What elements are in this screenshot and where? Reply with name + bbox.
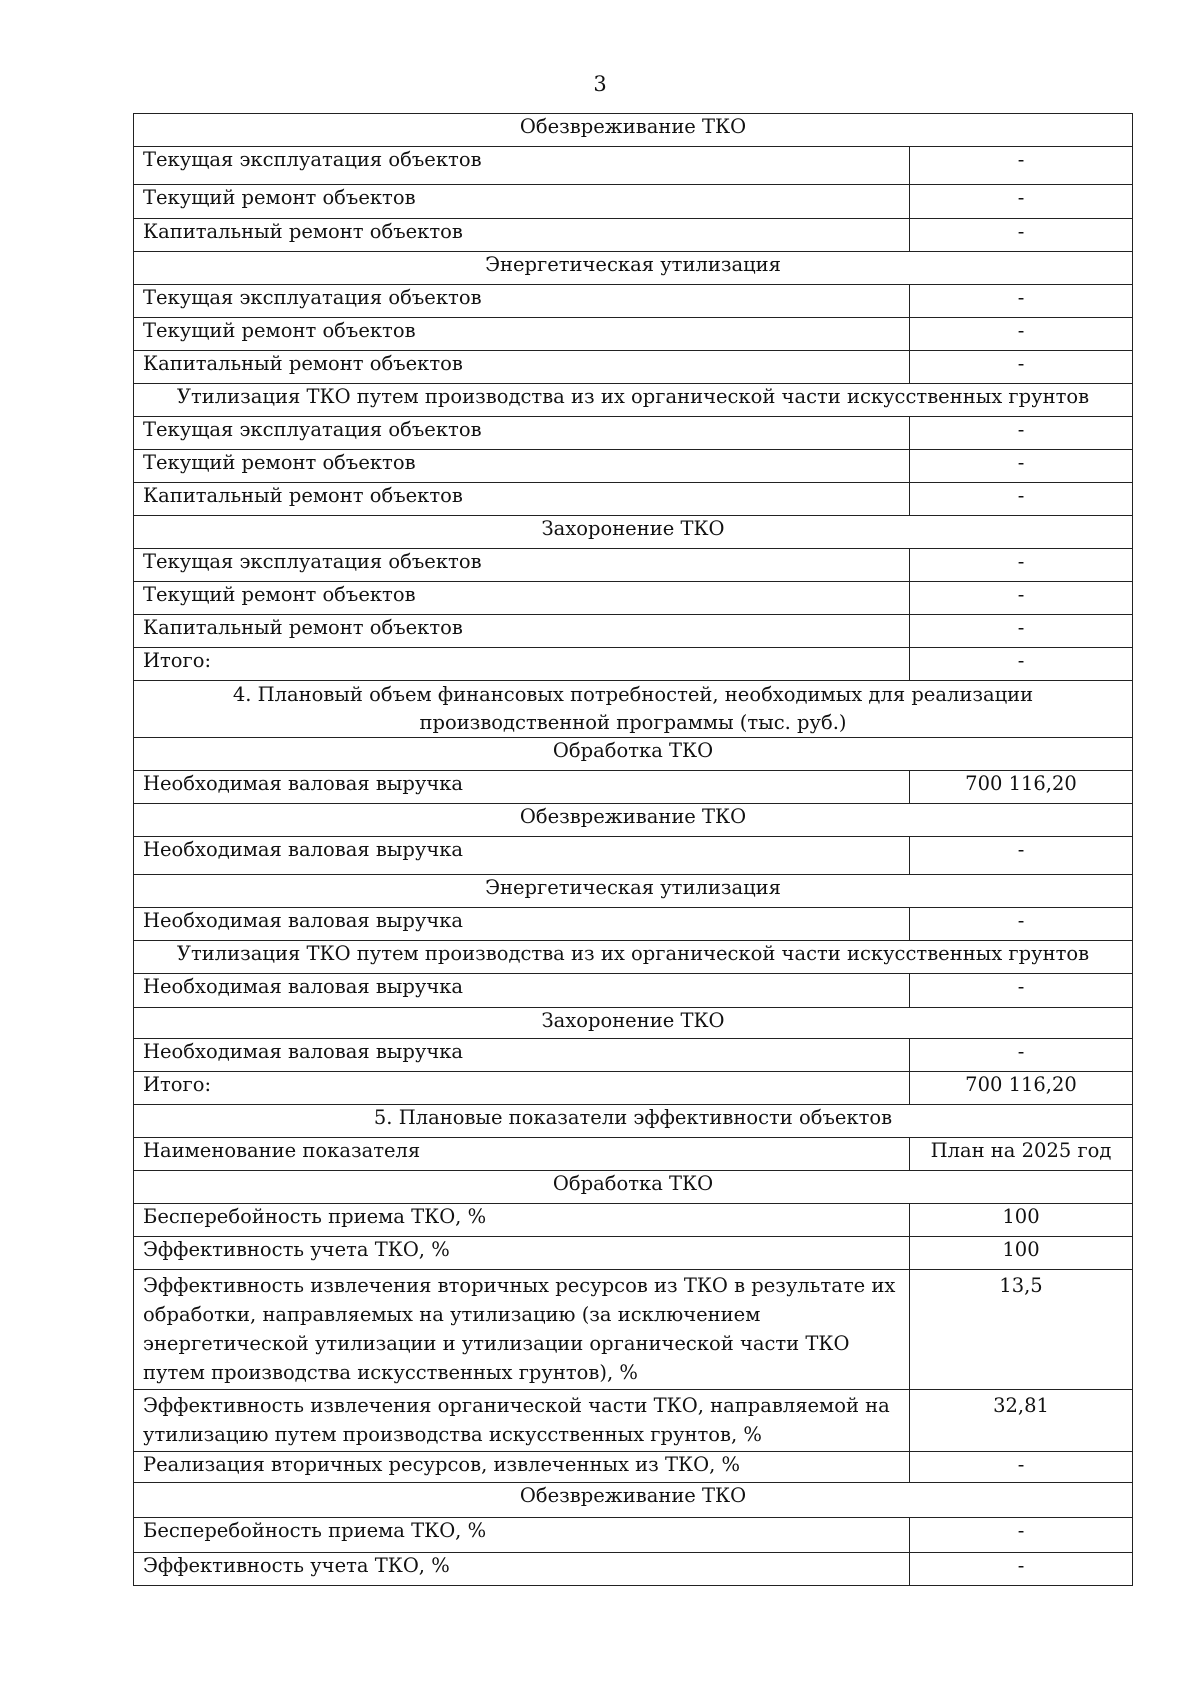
row-label: Текущий ремонт объектов: [134, 450, 910, 483]
table-row: [134, 1039, 1133, 1072]
table-row: [134, 1518, 1133, 1553]
section-row: [134, 384, 1133, 417]
row-value: -: [910, 1452, 1133, 1483]
section-heading: Энергетическая утилизация: [134, 252, 1133, 285]
row-label: Необходимая валовая выручка: [134, 771, 910, 804]
row-value: -: [910, 147, 1133, 185]
row-label: Текущая эксплуатация объектов: [134, 147, 910, 185]
row-label: Эффективность учета ТКО, %: [134, 1553, 910, 1586]
section-heading: Захоронение ТКО: [134, 516, 1133, 549]
section-row: [134, 875, 1133, 908]
row-value: -: [910, 185, 1133, 219]
row-value: -: [910, 974, 1133, 1008]
row-value: -: [910, 285, 1133, 318]
row-label: Капитальный ремонт объектов: [134, 351, 910, 384]
section-heading: Обезвреживание ТКО: [134, 1483, 1133, 1518]
section-row: [134, 1171, 1133, 1204]
row-value: -: [910, 908, 1133, 941]
row-label: Итого:: [134, 1072, 910, 1105]
row-value: План на 2025 год: [910, 1138, 1133, 1171]
row-label: Итого:: [134, 648, 910, 681]
program-table-body: [134, 114, 1133, 1586]
table-row: [134, 147, 1133, 185]
table-row: [134, 1072, 1133, 1105]
table-row: [134, 908, 1133, 941]
table-row: [134, 974, 1133, 1008]
section-heading: Обработка ТКО: [134, 1171, 1133, 1204]
row-value: -: [910, 582, 1133, 615]
row-value: 100: [910, 1204, 1133, 1237]
table-row: [134, 771, 1133, 804]
row-value: 32,81: [910, 1390, 1133, 1452]
row-value: -: [910, 219, 1133, 252]
section-heading: Утилизация ТКО путем производства из их органической части искусственных грунтов: [134, 384, 1133, 417]
table-row: [134, 1270, 1133, 1390]
row-value: -: [910, 1039, 1133, 1072]
row-label: Текущий ремонт объектов: [134, 185, 910, 219]
table-row: [134, 1237, 1133, 1270]
table-row: [134, 1553, 1133, 1586]
section-row: [134, 1483, 1133, 1518]
row-value: 700 116,20: [910, 1072, 1133, 1105]
row-label: Необходимая валовая выручка: [134, 837, 910, 875]
row-value: 13,5: [910, 1270, 1133, 1390]
row-label: Капитальный ремонт объектов: [134, 483, 910, 516]
page-number: 3: [593, 72, 607, 96]
row-label: Наименование показателя: [134, 1138, 910, 1171]
section-heading: Обезвреживание ТКО: [134, 804, 1133, 837]
section-heading: 4. Плановый объем финансовых потребностей, необходимых для реализации производственной программы (тыс. руб.): [134, 681, 1133, 738]
row-value: -: [910, 648, 1133, 681]
section-row: [134, 738, 1133, 771]
row-label: Реализация вторичных ресурсов, извлеченных из ТКО, %: [134, 1452, 910, 1483]
row-value: -: [910, 837, 1133, 875]
row-value: 700 116,20: [910, 771, 1133, 804]
row-value: -: [910, 1518, 1133, 1553]
section-row: [134, 252, 1133, 285]
section-heading: Захоронение ТКО: [134, 1008, 1133, 1039]
table-row: [134, 1390, 1133, 1452]
table-row: [134, 837, 1133, 875]
row-label: Необходимая валовая выручка: [134, 974, 910, 1008]
row-label: Эффективность учета ТКО, %: [134, 1237, 910, 1270]
table-row: [134, 549, 1133, 582]
row-label: Эффективность извлечения вторичных ресурсов из ТКО в результате их обработки, направляемых на утилизацию (за исключением энергетической утилизации и утилизации органической части ТКО путем производства искусственных грунтов), %: [134, 1270, 910, 1390]
table-row: [134, 582, 1133, 615]
section-row: [134, 681, 1133, 738]
table-row: [134, 648, 1133, 681]
table-row: [134, 450, 1133, 483]
row-label: Текущий ремонт объектов: [134, 582, 910, 615]
program-table: [133, 113, 1133, 1586]
row-value: -: [910, 549, 1133, 582]
row-label: Эффективность извлечения органической части ТКО, направляемой на утилизацию путем производства искусственных грунтов, %: [134, 1390, 910, 1452]
row-value: -: [910, 417, 1133, 450]
table-row: [134, 185, 1133, 219]
row-label: Капитальный ремонт объектов: [134, 615, 910, 648]
section-row: [134, 516, 1133, 549]
section-row: [134, 1008, 1133, 1039]
row-value: 100: [910, 1237, 1133, 1270]
table-row: [134, 1204, 1133, 1237]
row-value: -: [910, 351, 1133, 384]
section-row: [134, 114, 1133, 147]
row-label: Необходимая валовая выручка: [134, 908, 910, 941]
row-label: Текущий ремонт объектов: [134, 318, 910, 351]
row-value: -: [910, 450, 1133, 483]
row-label: Капитальный ремонт объектов: [134, 219, 910, 252]
section-row: [134, 804, 1133, 837]
row-label: Текущая эксплуатация объектов: [134, 417, 910, 450]
section-row: [134, 941, 1133, 974]
section-heading: 5. Плановые показатели эффективности объектов: [134, 1105, 1133, 1138]
row-label: Бесперебойность приема ТКО, %: [134, 1204, 910, 1237]
row-value: -: [910, 615, 1133, 648]
table-row: [134, 1452, 1133, 1483]
row-value: -: [910, 483, 1133, 516]
row-value: -: [910, 1553, 1133, 1586]
table-row: [134, 615, 1133, 648]
section-heading: Утилизация ТКО путем производства из их органической части искусственных грунтов: [134, 941, 1133, 974]
table-row: [134, 351, 1133, 384]
row-label: Бесперебойность приема ТКО, %: [134, 1518, 910, 1553]
table-row: [134, 219, 1133, 252]
table-row: [134, 483, 1133, 516]
section-row: [134, 1105, 1133, 1138]
row-label: Текущая эксплуатация объектов: [134, 549, 910, 582]
row-label: Необходимая валовая выручка: [134, 1039, 910, 1072]
section-heading: Энергетическая утилизация: [134, 875, 1133, 908]
table-row: [134, 417, 1133, 450]
row-value: -: [910, 318, 1133, 351]
table-row: [134, 285, 1133, 318]
table-row: [134, 1138, 1133, 1171]
table-row: [134, 318, 1133, 351]
row-label: Текущая эксплуатация объектов: [134, 285, 910, 318]
section-heading: Обезвреживание ТКО: [134, 114, 1133, 147]
section-heading: Обработка ТКО: [134, 738, 1133, 771]
